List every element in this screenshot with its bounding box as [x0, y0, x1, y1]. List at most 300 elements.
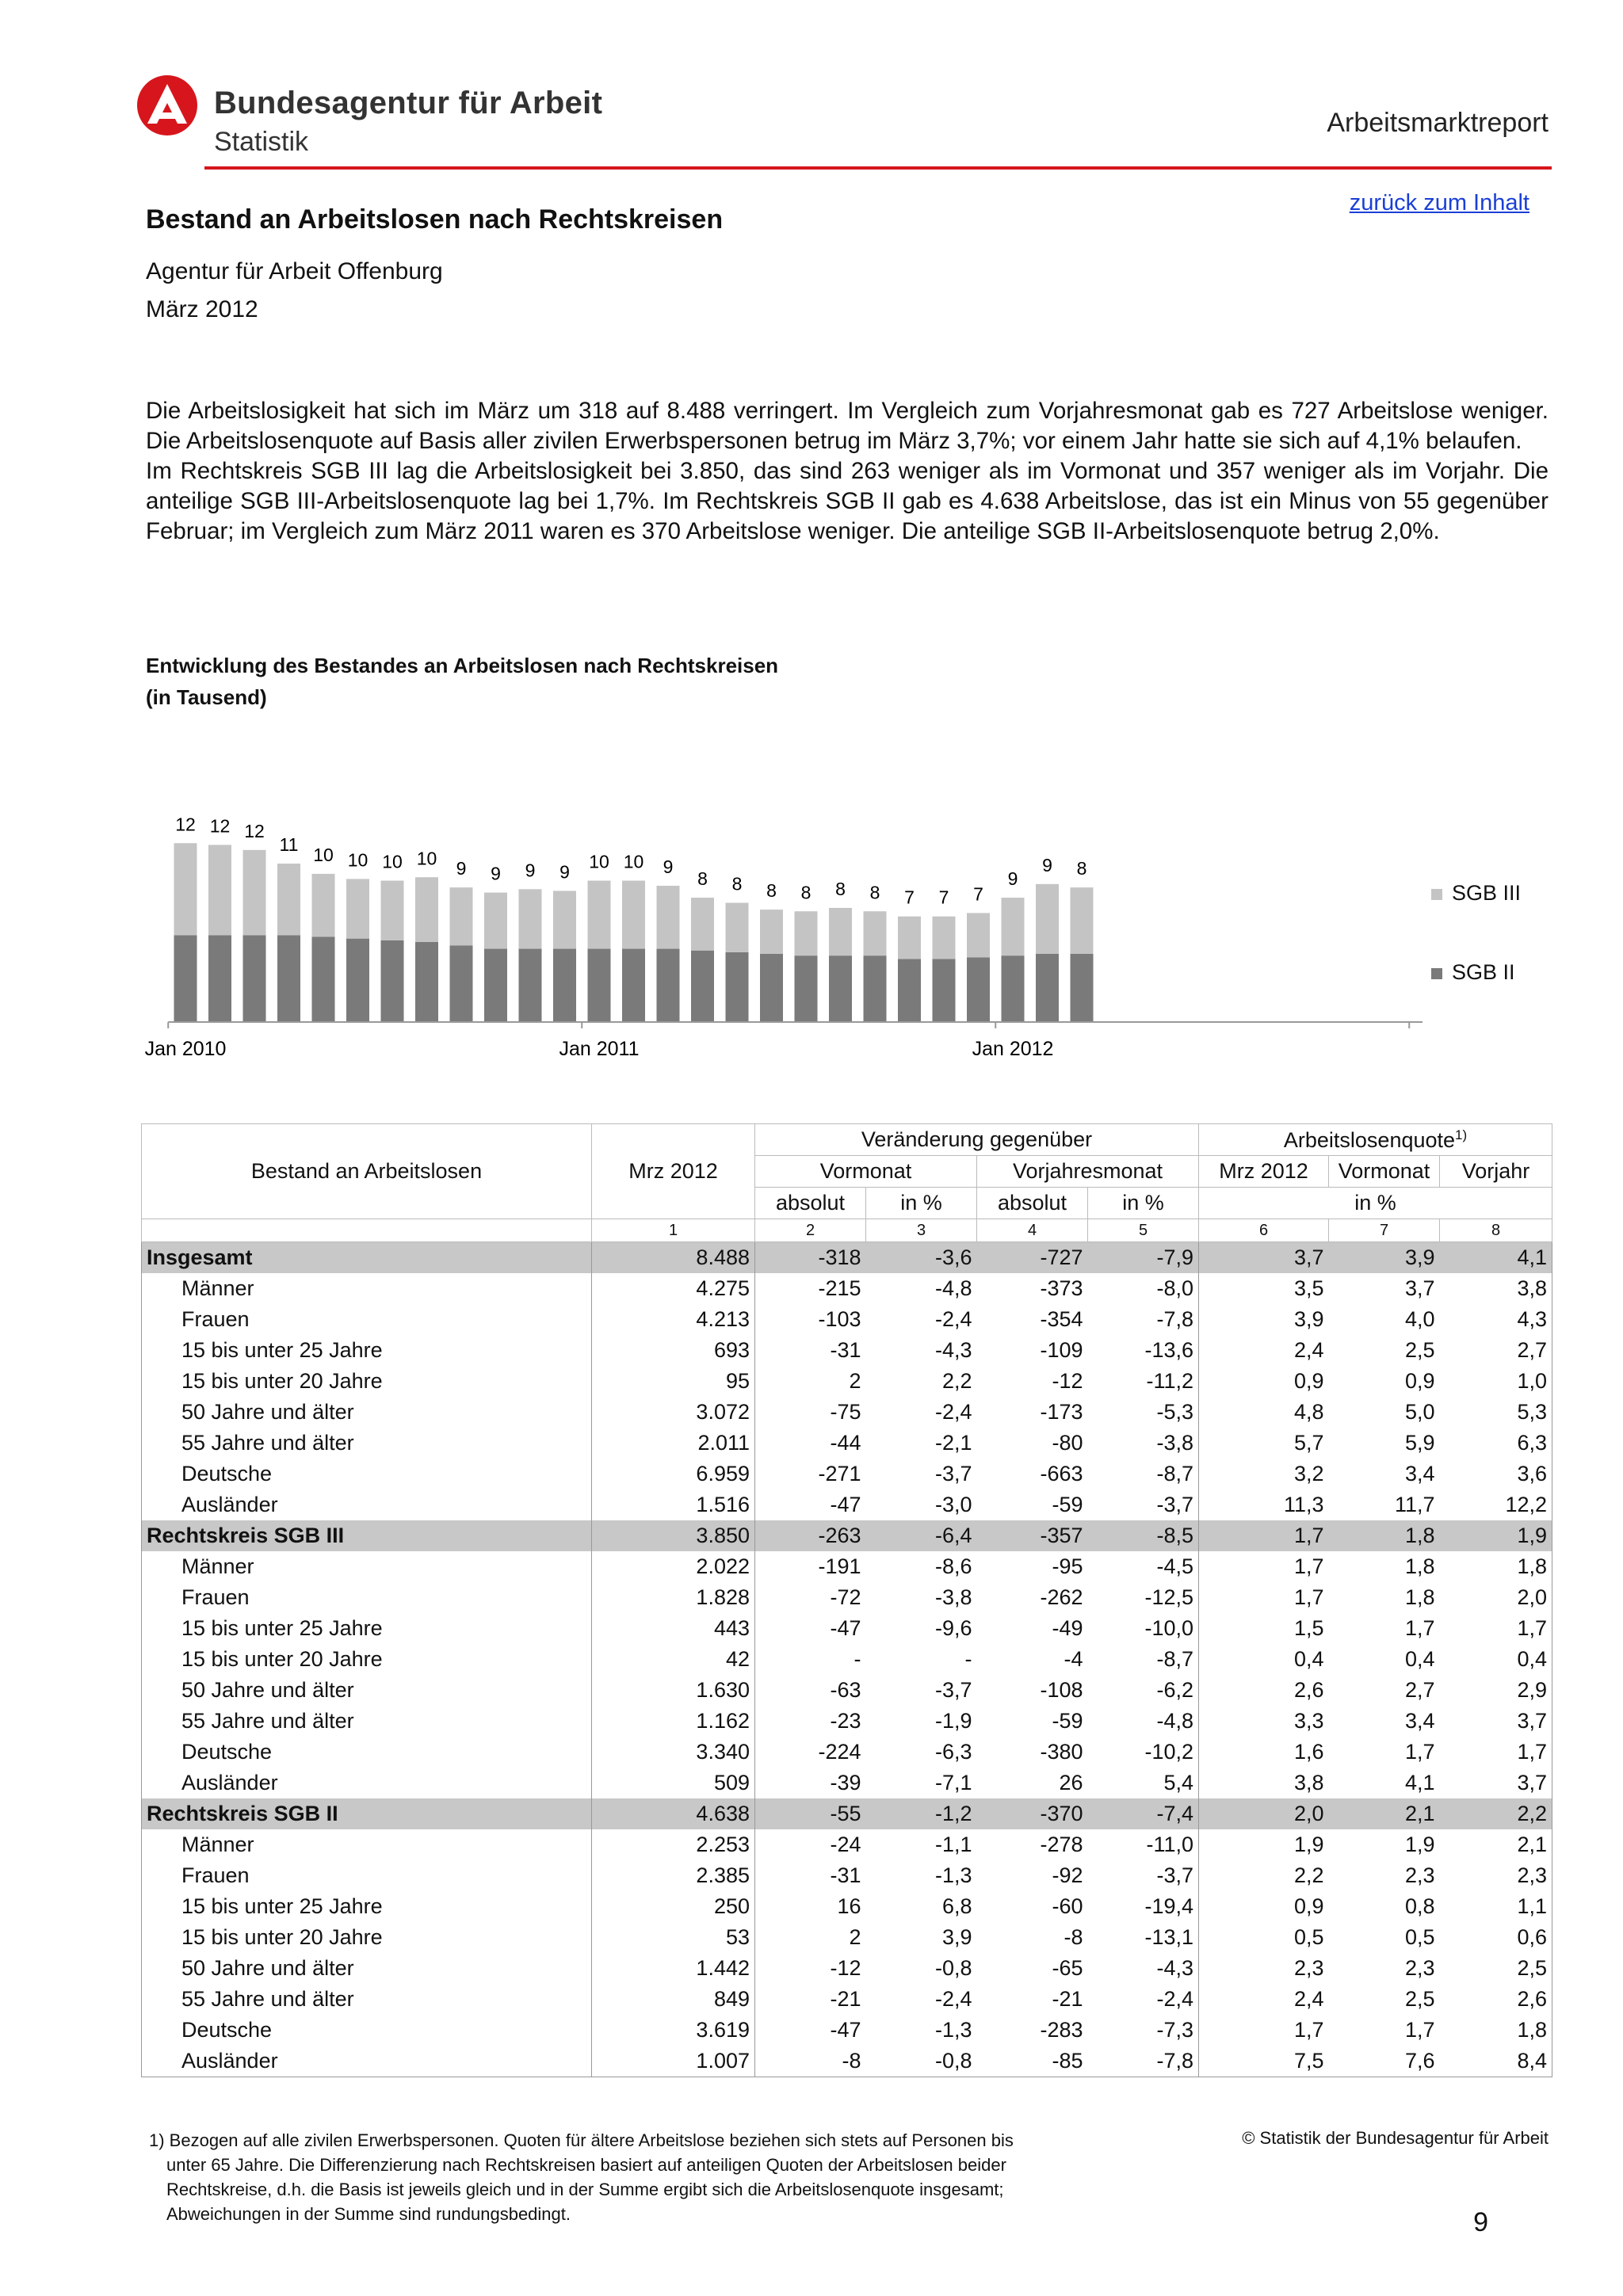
bar-sgb3: [898, 917, 921, 959]
header-quote-vorjahr: Vorjahr: [1440, 1156, 1552, 1188]
table-cell: -4,3: [1088, 1953, 1199, 1984]
table-cell: -109: [1040, 1338, 1083, 1362]
table-cell: -283: [1040, 2018, 1083, 2042]
bar-sgb3: [415, 877, 438, 942]
total-label: 9: [456, 858, 467, 879]
table-cell: -24: [830, 1833, 861, 1856]
table-cell: 2,1: [1329, 1798, 1440, 1829]
row-label: Deutsche: [142, 1737, 592, 1768]
table-cell: 8,4: [1440, 2046, 1552, 2077]
table-cell: 11,3: [1283, 1493, 1324, 1516]
table-cell: -4,3: [934, 1338, 972, 1362]
table-cell: 2.385: [592, 1860, 755, 1891]
table-cell: -8: [755, 2046, 866, 2077]
total-label: 8: [766, 880, 777, 902]
table-cell: 3,8: [1440, 1273, 1552, 1304]
total-label: 9: [1007, 868, 1018, 890]
table-cell: -55: [755, 1798, 866, 1829]
table-cell: 5,4: [1088, 1768, 1199, 1798]
table-cell: -39: [830, 1771, 861, 1794]
table-cell: -357: [977, 1520, 1088, 1551]
table-cell: -6,2: [1088, 1675, 1199, 1706]
table-row: [142, 1706, 1552, 1737]
table-row: [142, 1335, 1552, 1366]
table-cell: 1,9: [1404, 1833, 1435, 1856]
bar-sgb3: [381, 881, 404, 940]
table-cell: 1,1: [1440, 1891, 1552, 1922]
row-label: Ausländer: [142, 1489, 592, 1520]
table-cell: -663: [1040, 1462, 1083, 1486]
table-cell: 5,7: [1293, 1431, 1324, 1455]
header-absolut-2: absolut: [977, 1188, 1088, 1219]
summary-paragraph-2: Im Rechtskreis SGB III lag die Arbeitslosigkeit bei 3.850, das sind 263 weniger als im Vormonat und 357 weniger als im Vorjahr. Die anteilige SGB III-Arbeitslosenquote lag bei 1,7%. Im Rechtskreis SGB II gab es 4.638 Arbeitslose, das ist ein Minus von 55 gegenüber Februar; im Vergleich zum März 2011 waren es 370 Arbeitslose weniger. Die anteilige SGB II-Arbeitslosenquote betrug 2,0%.: [146, 458, 1549, 544]
bar-sgb2: [691, 951, 714, 1022]
table-cell: 1,7: [1440, 1613, 1552, 1644]
page-number: 9: [1473, 2207, 1488, 2237]
row-label: Rechtskreis SGB III: [142, 1520, 592, 1551]
bar-sgb3: [208, 845, 231, 935]
row-label: 15 bis unter 25 Jahre: [142, 1613, 592, 1644]
header-inp-2: in %: [1088, 1188, 1199, 1219]
table-cell: 2,5: [1440, 1953, 1552, 1984]
row-label: Männer: [142, 1551, 592, 1582]
table-cell: -60: [1052, 1894, 1083, 1918]
table-row: [142, 1675, 1552, 1706]
total-label: 10: [382, 851, 403, 872]
table-cell: 2,4: [1293, 1987, 1324, 2011]
table-cell: -8,5: [1088, 1520, 1199, 1551]
table-cell: 2,5: [1404, 1338, 1435, 1362]
header-quote-footnote-ref: 1): [1455, 1127, 1468, 1142]
table-cell: 3,7: [1440, 1706, 1552, 1737]
table-cell: -8: [1064, 1925, 1083, 1949]
table-cell: 1.630: [592, 1675, 755, 1706]
bar-sgb3: [450, 887, 473, 945]
bar-sgb3: [519, 889, 542, 948]
header-bestand: Bestand an Arbeitslosen: [142, 1124, 592, 1219]
table-row: [142, 1860, 1552, 1891]
header-blank: [142, 1219, 592, 1242]
bar-sgb2: [657, 949, 680, 1022]
table-cell: 2,3: [1404, 1863, 1435, 1887]
bar-sgb2: [726, 952, 749, 1022]
total-label: 10: [623, 851, 644, 872]
table-cell: -0,8: [866, 2046, 977, 2077]
table-cell: 1,8: [1440, 1551, 1552, 1582]
table-cell: 1.828: [592, 1582, 755, 1613]
total-label: 10: [347, 849, 369, 871]
table-row: [142, 1304, 1552, 1335]
legend-swatch-sgb2: [1431, 968, 1442, 979]
table-cell: -354: [1040, 1307, 1083, 1331]
table-row: [142, 1891, 1552, 1922]
table-cell: -95: [1052, 1554, 1083, 1578]
total-label: 7: [938, 887, 949, 908]
table-row: [142, 1922, 1552, 1953]
table-row: [142, 2046, 1552, 2077]
header-vormonat: Vormonat: [755, 1156, 977, 1188]
table-cell: -3,7: [1088, 1860, 1199, 1891]
table-cell: -5,3: [1088, 1397, 1199, 1428]
table-cell: -1,3: [934, 2018, 972, 2042]
bar-sgb3: [312, 874, 335, 937]
table-row: [142, 1768, 1552, 1798]
table-cell: -2,4: [934, 1307, 972, 1331]
bar-sgb3: [726, 903, 749, 952]
table-cell: 443: [592, 1613, 755, 1644]
table-cell: 2.022: [592, 1551, 755, 1582]
bar-sgb2: [312, 937, 335, 1023]
bar-sgb2: [1071, 954, 1094, 1022]
table-cell: -11,0: [1088, 1829, 1199, 1860]
org-name: Bundesagentur für Arbeit: [214, 86, 603, 120]
back-to-contents-link[interactable]: zurück zum Inhalt: [1349, 190, 1529, 215]
table-cell: 11,7: [1394, 1493, 1435, 1516]
table-cell: 1.516: [592, 1489, 755, 1520]
table-cell: -1,2: [866, 1798, 977, 1829]
table-cell: 2: [849, 1925, 861, 1949]
table-cell: 7,5: [1199, 2046, 1329, 2077]
total-label: 7: [973, 883, 983, 905]
table-cell: 3,5: [1293, 1276, 1324, 1300]
header-arbeitslosenquote: [1199, 1124, 1552, 1156]
table-cell: -19,4: [1088, 1891, 1199, 1922]
table-cell: -373: [1040, 1276, 1083, 1300]
table-row: [142, 1489, 1552, 1520]
table-cell: -12,5: [1088, 1582, 1199, 1613]
table-row: [142, 1829, 1552, 1860]
x-tick-label: Jan 2010: [144, 1038, 227, 1060]
table-row: [142, 1984, 1552, 2015]
bar-sgb2: [519, 949, 542, 1022]
column-number: 5: [1088, 1219, 1199, 1242]
table-cell: 1,8: [1329, 1520, 1440, 1551]
bar-sgb3: [967, 913, 990, 957]
header-quote-mrz: Mrz 2012: [1199, 1156, 1329, 1188]
row-label: Insgesamt: [142, 1242, 592, 1274]
table-cell: 4,1: [1440, 1242, 1552, 1274]
table-cell: 2.253: [592, 1829, 755, 1860]
total-label: 9: [491, 863, 501, 884]
total-label: 9: [663, 856, 674, 877]
bar-sgb3: [553, 891, 576, 948]
table-cell: -380: [1040, 1740, 1083, 1764]
table-cell: 4,0: [1404, 1307, 1435, 1331]
legend-swatch-sgb3: [1431, 889, 1442, 900]
table-cell: -2,1: [934, 1431, 972, 1455]
copyright: © Statistik der Bundesagentur für Arbeit: [1242, 2128, 1549, 2148]
table-cell: 0,5: [1293, 1925, 1324, 1949]
bar-sgb3: [243, 850, 266, 936]
table-cell: -72: [830, 1585, 861, 1609]
table-cell: -215: [818, 1276, 861, 1300]
table-cell: 2,9: [1440, 1675, 1552, 1706]
table-cell: -727: [977, 1242, 1088, 1274]
table-cell: -3,7: [1088, 1489, 1199, 1520]
row-label: 50 Jahre und älter: [142, 1397, 592, 1428]
table-cell: -47: [830, 1493, 861, 1516]
table-cell: 16: [837, 1894, 861, 1918]
table-row: [142, 1737, 1552, 1768]
table-cell: 5,9: [1404, 1431, 1435, 1455]
header-inp-3: in %: [1199, 1188, 1552, 1219]
table-cell: -10,0: [1088, 1613, 1199, 1644]
bar-sgb2: [933, 959, 956, 1022]
row-label: 50 Jahre und älter: [142, 1953, 592, 1984]
total-label: 12: [209, 815, 231, 837]
table-cell: -59: [1052, 1709, 1083, 1733]
table-cell: -318: [755, 1242, 866, 1274]
bar-sgb2: [1002, 955, 1025, 1022]
logo: [136, 74, 198, 136]
bar-sgb2: [553, 949, 576, 1022]
bar-sgb2: [450, 945, 473, 1022]
table-cell: 5,3: [1440, 1397, 1552, 1428]
table-cell: 1,5: [1293, 1616, 1324, 1640]
agency-name: Agentur für Arbeit Offenburg: [146, 258, 443, 284]
bar-sgb3: [933, 917, 956, 959]
table-cell: -10,2: [1088, 1737, 1199, 1768]
table-cell: -173: [1040, 1400, 1083, 1424]
table-cell: 1,9: [1440, 1520, 1552, 1551]
x-tick-label: Jan 2011: [559, 1038, 640, 1060]
row-label: Deutsche: [142, 1459, 592, 1489]
table-cell: 3,7: [1440, 1768, 1552, 1798]
bar-sgb3: [1071, 887, 1094, 954]
column-number: 7: [1329, 1219, 1440, 1242]
bar-sgb2: [622, 949, 645, 1022]
table-cell: -4: [1064, 1647, 1083, 1671]
table-group-row: [142, 1798, 1552, 1829]
table-cell: 0,4: [1293, 1647, 1324, 1671]
table-cell: 1,9: [1293, 1833, 1324, 1856]
legend-label-sgb3: SGB III: [1452, 881, 1522, 905]
row-label: 15 bis unter 25 Jahre: [142, 1891, 592, 1922]
period: März 2012: [146, 296, 258, 322]
total-label: 8: [800, 882, 812, 903]
table-cell: 0,6: [1440, 1922, 1552, 1953]
legend-label-sgb2: SGB II: [1452, 960, 1515, 984]
table-cell: 4.275: [592, 1273, 755, 1304]
chart-title-line-2: (in Tausend): [146, 685, 267, 709]
bar-sgb3: [622, 881, 645, 949]
table-cell: 2,2: [1440, 1798, 1552, 1829]
row-label: 15 bis unter 25 Jahre: [142, 1335, 592, 1366]
table-group-row: [142, 1242, 1552, 1274]
bar-sgb3: [1036, 884, 1059, 954]
table-cell: 3.340: [592, 1737, 755, 1768]
bar-sgb3: [1002, 898, 1025, 955]
bar-sgb2: [484, 949, 507, 1022]
row-label: 50 Jahre und älter: [142, 1675, 592, 1706]
total-label: 8: [869, 882, 880, 903]
bar-sgb2: [174, 935, 197, 1022]
header-arbeitslosenquote-label: Arbeitslosenquote: [1283, 1127, 1456, 1152]
row-label: Ausländer: [142, 1768, 592, 1798]
table-cell: 1,7: [1293, 2018, 1324, 2042]
table-cell: 2,1: [1440, 1829, 1552, 1860]
table-cell: 3,7: [1199, 1242, 1329, 1274]
bar-sgb3: [484, 893, 507, 949]
table-cell: -7,4: [1088, 1798, 1199, 1829]
table-cell: 8.488: [592, 1242, 755, 1274]
table-cell: -271: [818, 1462, 861, 1486]
table-cell: 2,4: [1293, 1338, 1324, 1362]
table-cell: -7,9: [1088, 1242, 1199, 1274]
table-cell: 0,9: [1293, 1894, 1324, 1918]
table-cell: -7,8: [1088, 2046, 1199, 2077]
total-label: 8: [697, 868, 708, 890]
table-cell: -0,8: [934, 1956, 972, 1980]
total-label: 11: [279, 834, 299, 856]
table-cell: 849: [592, 1984, 755, 2015]
table-cell: 3,3: [1293, 1709, 1324, 1733]
column-number: 2: [755, 1219, 866, 1242]
bar-sgb2: [243, 935, 266, 1022]
table-cell: -3,7: [934, 1462, 972, 1486]
table-cell: -1,3: [934, 1863, 972, 1887]
bar-sgb3: [657, 886, 680, 949]
table-cell: 1.442: [592, 1953, 755, 1984]
table-cell: -3,8: [1088, 1428, 1199, 1459]
total-label: 8: [835, 878, 846, 899]
row-label: 15 bis unter 20 Jahre: [142, 1922, 592, 1953]
table-cell: 2,3: [1293, 1956, 1324, 1980]
table-row: [142, 1953, 1552, 1984]
table-cell: 1,7: [1404, 1740, 1435, 1764]
row-label: 15 bis unter 20 Jahre: [142, 1366, 592, 1397]
table-cell: 0,9: [1293, 1369, 1324, 1393]
bar-sgb3: [346, 879, 369, 938]
bar-sgb3: [588, 881, 611, 949]
table-cell: 7,6: [1329, 2046, 1440, 2077]
table-cell: -1,9: [934, 1709, 972, 1733]
table-cell: 95: [592, 1366, 755, 1397]
header-absolut-1: absolut: [755, 1188, 866, 1219]
table-cell: 0,4: [1440, 1644, 1552, 1675]
bar-sgb2: [760, 954, 783, 1022]
table-cell: -108: [1040, 1678, 1083, 1702]
table-cell: 509: [592, 1768, 755, 1798]
header-divider: [204, 166, 1552, 170]
table-cell: -7,8: [1088, 1304, 1199, 1335]
table-cell: 4,1: [1404, 1771, 1435, 1794]
row-label: Rechtskreis SGB II: [142, 1798, 592, 1829]
table-cell: 1,7: [1293, 1585, 1324, 1609]
table-cell: -263: [755, 1520, 866, 1551]
table-cell: 3.850: [592, 1520, 755, 1551]
table-cell: 1,8: [1404, 1585, 1435, 1609]
table-cell: 2.011: [592, 1428, 755, 1459]
table-cell: 693: [592, 1335, 755, 1366]
bar-sgb3: [864, 911, 887, 955]
table-cell: 3.619: [592, 2015, 755, 2046]
bar-sgb2: [415, 942, 438, 1022]
stacked-bar-chart: [144, 792, 1506, 1077]
table-row: [142, 1397, 1552, 1428]
summary-paragraph-1: Die Arbeitslosigkeit hat sich im März um 318 auf 8.488 verringert. Im Vergleich zum Vorjahresmonat gab es 727 Arbeitslose weniger. Die Arbeitslosenquote auf Basis aller zivilen Erwerbspersonen betrug im März 3,7%; vor einem Jahr hatte sie sich auf 4,1% belaufen.: [146, 398, 1549, 454]
table-cell: -11,2: [1088, 1366, 1199, 1397]
row-label: 55 Jahre und älter: [142, 1984, 592, 2015]
bar-sgb3: [277, 864, 300, 935]
table-cell: 4.213: [592, 1304, 755, 1335]
table-cell: -80: [1052, 1431, 1083, 1455]
column-number: 8: [1440, 1219, 1552, 1242]
table-cell: 2,7: [1440, 1335, 1552, 1366]
row-label: Frauen: [142, 1860, 592, 1891]
table-cell: 2,6: [1293, 1678, 1324, 1702]
table-cell: -6,4: [866, 1520, 977, 1551]
total-label: 8: [731, 873, 743, 894]
table-cell: 26: [1059, 1771, 1083, 1794]
table-cell: 0,4: [1404, 1647, 1435, 1671]
table-row: [142, 1366, 1552, 1397]
table-cell: 3,9: [1329, 1242, 1440, 1274]
table-cell: -2,4: [1088, 1984, 1199, 2015]
column-number: 6: [1199, 1219, 1329, 1242]
logo-icon: [136, 74, 198, 136]
row-label: 15 bis unter 20 Jahre: [142, 1644, 592, 1675]
table-cell: 3,4: [1404, 1462, 1435, 1486]
table-cell: -12: [830, 1956, 861, 1980]
column-number: 1: [592, 1219, 755, 1242]
header-mrz-2012: Mrz 2012: [592, 1124, 755, 1219]
bar-sgb3: [760, 910, 783, 954]
table-cell: -3,6: [866, 1242, 977, 1274]
table-cell: -85: [977, 2046, 1088, 2077]
bar-sgb2: [864, 955, 887, 1022]
total-label: 7: [904, 887, 915, 908]
header-inp-1: in %: [866, 1188, 977, 1219]
table-row: [142, 1273, 1552, 1304]
table-cell: -47: [830, 1616, 861, 1640]
table-cell: 5,0: [1404, 1400, 1435, 1424]
table-cell: -6,3: [934, 1740, 972, 1764]
table-row: [142, 2015, 1552, 2046]
table-cell: 0,8: [1404, 1894, 1435, 1918]
table-cell: -59: [1052, 1493, 1083, 1516]
total-label: 10: [416, 848, 437, 869]
table-cell: 1,7: [1404, 1616, 1435, 1640]
table-cell: -3,7: [934, 1678, 972, 1702]
table-cell: 3,2: [1293, 1462, 1324, 1486]
row-label: Frauen: [142, 1304, 592, 1335]
table-cell: -7,1: [934, 1771, 972, 1794]
header-veraenderung: Veränderung gegenüber: [755, 1124, 1199, 1156]
table-cell: -75: [830, 1400, 861, 1424]
table-cell: -63: [830, 1678, 861, 1702]
table-cell: -8,0: [1088, 1273, 1199, 1304]
table-cell: -31: [830, 1338, 861, 1362]
table-cell: 3,9: [1293, 1307, 1324, 1331]
row-label: Deutsche: [142, 2015, 592, 2046]
table-cell: -92: [1052, 1863, 1083, 1887]
x-tick-label: Jan 2012: [972, 1038, 1054, 1060]
column-number: 4: [977, 1219, 1088, 1242]
table-cell: -13,1: [1088, 1922, 1199, 1953]
table-cell: -47: [830, 2018, 861, 2042]
footnote-line-2: unter 65 Jahre. Die Differenzierung nach Rechtskreisen basiert auf anteiligen Quoten der Arbeitslosen beider: [166, 2155, 1006, 2175]
table-cell: 2,0: [1199, 1798, 1329, 1829]
total-label: 10: [589, 851, 609, 872]
table-cell: -4,5: [1088, 1551, 1199, 1582]
table-cell: -1,1: [934, 1833, 972, 1856]
table-cell: 1,8: [1440, 2015, 1552, 2046]
table-cell: -278: [1040, 1833, 1083, 1856]
table-cell: -21: [1052, 1987, 1083, 2011]
table-cell: -9,6: [934, 1616, 972, 1640]
table-cell: 2,3: [1404, 1956, 1435, 1980]
